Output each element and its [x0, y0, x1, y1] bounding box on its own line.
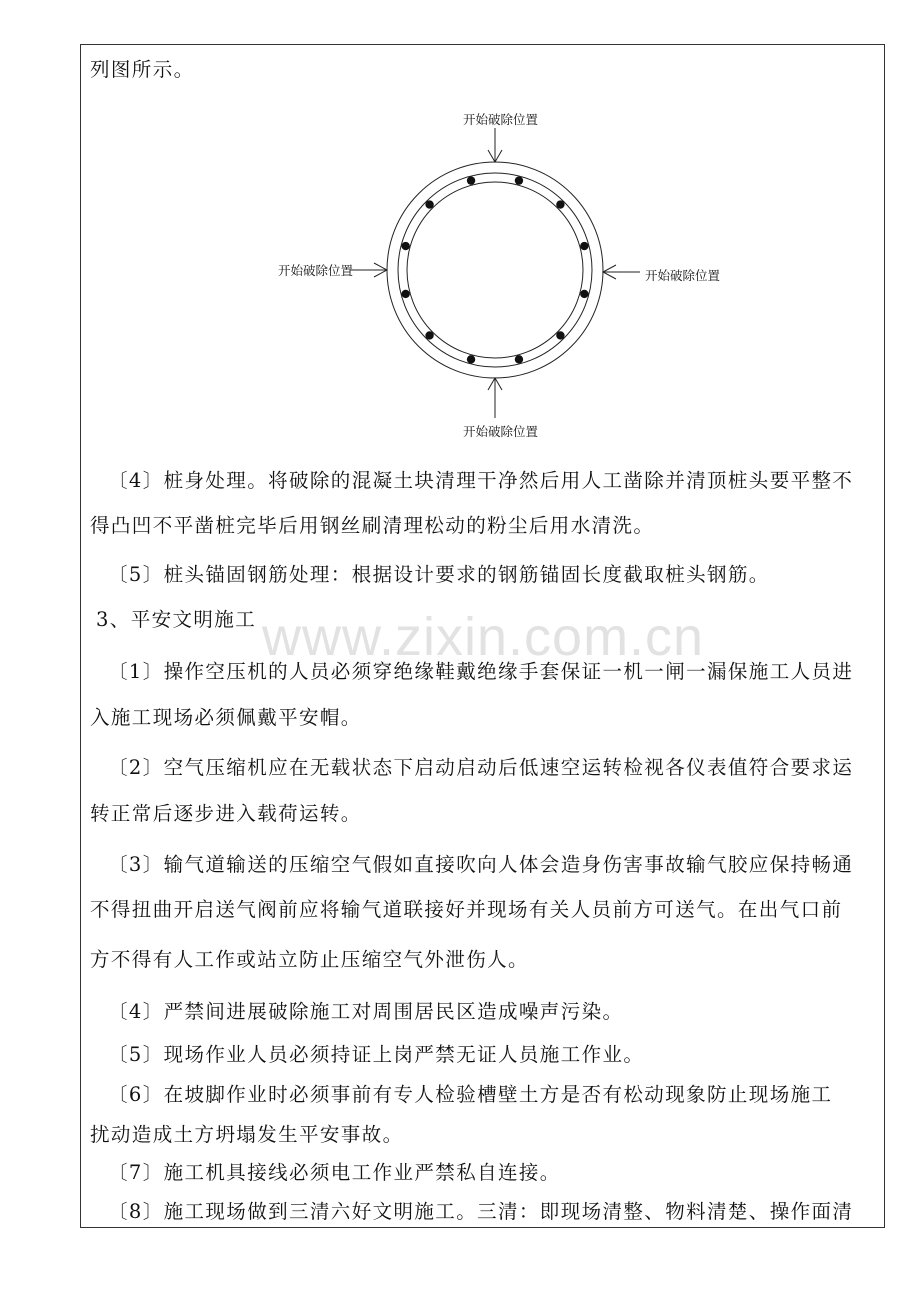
rebar-cage-inner-circle	[407, 182, 583, 358]
rebar-dot	[467, 176, 475, 184]
label-bottom: 开始破除位置	[463, 424, 539, 439]
text-line: 方不得有人工作或站立防止压缩空气外泄伤人。	[90, 948, 529, 971]
rebar-dot	[401, 290, 409, 298]
rebar-dot	[401, 242, 409, 250]
rebar-dot	[515, 355, 523, 363]
text-line: 入施工现场必须佩戴平安帽。	[90, 706, 362, 729]
text-line: 〔5〕桩头锚固钢筋处理：根据设计要求的钢筋锚固长度截取桩头钢筋。	[108, 563, 770, 586]
text-line: 〔8〕施工现场做到三清六好文明施工。三清：即现场清整、物料清楚、操作面清	[108, 1200, 854, 1223]
arrow-top	[488, 128, 502, 162]
text-line: 不得扭曲开启送气阀前应将输气道联接好并现场有关人员前方可送气。在出气口前	[90, 898, 843, 921]
text-line: 〔1〕操作空压机的人员必须穿绝缘鞋戴绝缘手套保证一机一闸一漏保施工人员进	[108, 660, 854, 683]
label-left: 开始破除位置	[278, 263, 354, 278]
text-line: 〔4〕严禁间进展破除施工对周围居民区造成噪声污染。	[108, 1000, 624, 1023]
rebar-dot	[467, 355, 475, 363]
rebar-dot	[515, 176, 523, 184]
text-line: 列图所示。	[90, 58, 195, 81]
text-line: 扰动造成土方坍塌发生平安事故。	[90, 1123, 404, 1146]
watermark: www.zixin.com.cn	[262, 607, 705, 667]
text-line: 〔7〕施工机具接线必须电工作业严禁私自连接。	[108, 1161, 561, 1184]
text-line: 〔5〕现场作业人员必须持证上岗严禁无证人员施工作业。	[108, 1043, 645, 1066]
arrow-right	[603, 265, 640, 279]
rebar-dot	[580, 290, 588, 298]
label-top: 开始破除位置	[463, 112, 539, 127]
arrow-bottom	[488, 378, 502, 418]
text-line: 〔3〕输气道输送的压缩空气假如直接吹向人体会造身伤害事故输气胶应保持畅通	[108, 853, 854, 876]
pile-outer-circle	[387, 162, 603, 378]
section-heading: 3、平安文明施工	[96, 608, 257, 631]
arrow-left	[350, 263, 387, 277]
rebar-dot	[556, 331, 564, 339]
rebar-dot	[425, 200, 433, 208]
text-line: 〔6〕在坡脚作业时必须事前有专人检验槽壁土方是否有松动现象防止现场施工	[108, 1083, 833, 1106]
text-line: 转正常后逐步进入载荷运转。	[90, 802, 362, 825]
rebar-dot	[556, 200, 564, 208]
pile-breaking-diagram	[0, 0, 920, 460]
label-right: 开始破除位置	[645, 268, 721, 283]
text-line: 〔2〕空气压缩机应在无载状态下启动启动后低速空运转检视各仪表值符合要求运	[108, 756, 854, 779]
text-line: 得凸凹不平凿桩完毕后用钢丝刷清理松动的粉尘后用水清洗。	[90, 514, 655, 537]
rebar-dot	[425, 331, 433, 339]
rebar-dot	[580, 242, 588, 250]
text-line: 〔4〕桩身处理。将破除的混凝土块清理干净然后用人工凿除并清顶桩头要平整不	[108, 469, 854, 492]
